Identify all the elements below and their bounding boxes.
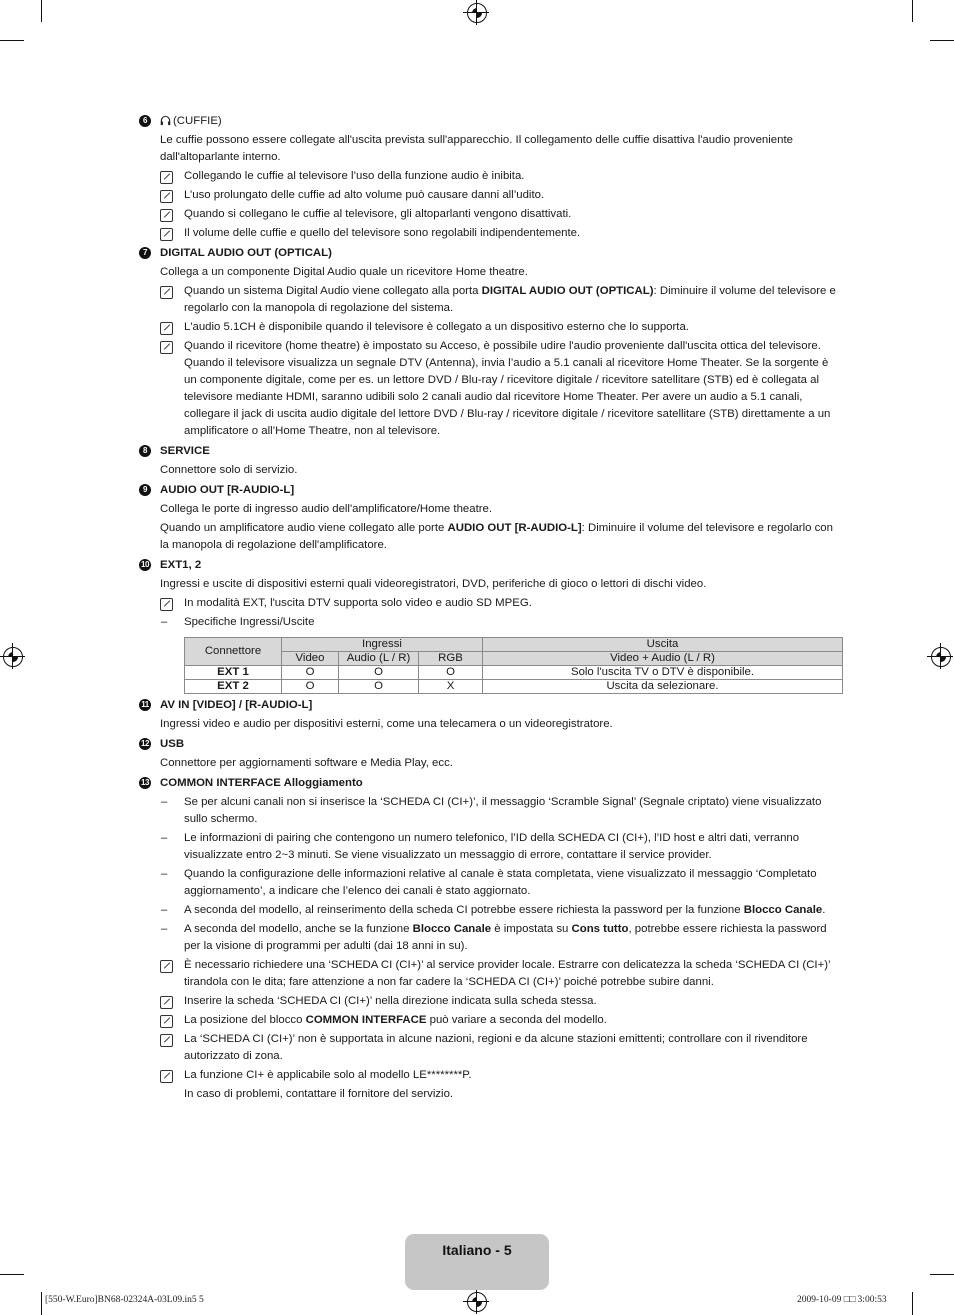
- note-text: La posizione del blocco: [184, 1014, 306, 1026]
- dash-marker: –: [161, 832, 168, 844]
- note-text: La funzione CI+ è applicabile solo al modello LE********P.: [184, 1069, 472, 1081]
- dash-item: [139, 830, 844, 864]
- note-icon: [160, 1015, 173, 1028]
- crop-mark: [930, 1274, 954, 1275]
- dash-text: A seconda del modello, al reinserimento della scheda CI potrebbe essere richiesta la password per la funzione: [184, 904, 744, 916]
- table-cell: O: [339, 680, 419, 694]
- note-item: [139, 319, 844, 336]
- note-text: Quando si collegano le cuffie al televisore, gli altoparlanti vengono disattivati.: [184, 208, 572, 220]
- table-header-cell: Video + Audio (L / R): [483, 652, 843, 666]
- note-icon: [160, 598, 173, 611]
- note-icon: [160, 228, 173, 241]
- section-number-badge: 13: [139, 777, 151, 789]
- section-title: (CUFFIE): [173, 115, 222, 127]
- dash-text: Se per alcuni canali non si inserisce la ‘SCHEDA CI (CI+)’, il messaggio ‘Scramble Signal’ (Segnale criptato) viene visualizzato sullo schermo.: [184, 796, 822, 825]
- table-cell: Solo l'uscita TV o DTV è disponibile.: [483, 666, 843, 680]
- note-text: La ‘SCHEDA CI (CI+)’ non è supportata in alcune nazioni, regioni e da alcune stazioni emittenti; controllare con il rivenditore autorizzato di zona.: [184, 1033, 808, 1062]
- page-number-tab: [405, 1234, 549, 1290]
- note-item: [139, 338, 844, 440]
- section-number-badge: 10: [139, 559, 151, 571]
- section-text: Le cuffie possono essere collegate all'uscita prevista sull'apparecchio. Il collegamento delle cuffie disattiva l'audio proveniente dall'altoparlante interno.: [160, 134, 793, 163]
- table-header-cell: Ingressi: [282, 638, 483, 652]
- section-heading: [139, 697, 844, 714]
- note-item: [139, 225, 844, 242]
- bold-text: Blocco Canale: [412, 923, 492, 935]
- section-number-badge: 9: [139, 484, 151, 496]
- section-number-badge: 6: [139, 115, 151, 127]
- table-header-row: [185, 652, 843, 666]
- table-row: [185, 680, 843, 694]
- table-cell: O: [339, 666, 419, 680]
- note-item: [139, 283, 844, 317]
- note-bold-text: DIGITAL AUDIO OUT (OPTICAL): [481, 285, 654, 297]
- note-item: [139, 168, 844, 185]
- page-number: Italiano - 5: [442, 1242, 512, 1258]
- section-title: SERVICE: [160, 445, 210, 457]
- dash-text: Le informazioni di pairing che contengono un numero telefonico, l’ID della SCHEDA CI (CI+), l’ID host e altri dati, verranno visualizzate entro 2~3 minuti. Se viene visualizzato un messaggio di errore, contattare il service provider.: [184, 832, 800, 861]
- dash-marker: –: [161, 616, 168, 628]
- crop-mark: [41, 0, 42, 22]
- note-item: [139, 595, 844, 612]
- table-cell: O: [282, 666, 339, 680]
- table-row: [185, 666, 843, 680]
- note-text: Il volume delle cuffie e quello del televisore sono regolabili indipendentemente.: [184, 227, 581, 239]
- note-text: : Diminuire il volume del televisore e regolarlo con la manopola di regolazione del sistema.: [184, 285, 836, 314]
- table-cell: EXT 2: [185, 680, 282, 694]
- section-title: COMMON INTERFACE Alloggiamento: [160, 777, 363, 789]
- table-cell: O: [282, 680, 339, 694]
- section-heading: [139, 113, 844, 130]
- dash-item: [139, 921, 844, 955]
- footer-timestamp: 2009-10-09 □□ 3:00:53: [797, 1295, 887, 1305]
- note-icon: [160, 960, 173, 973]
- dash-item: [139, 614, 844, 631]
- section-title: USB: [160, 738, 185, 750]
- note-text: In modalità EXT, l'uscita DTV supporta solo video e audio SD MPEG.: [184, 597, 532, 609]
- note-item: [139, 993, 844, 1010]
- footer-file-info: [550-W.Euro]BN68-02324A-03L09.in5 5: [45, 1295, 204, 1305]
- dash-text: .: [822, 904, 826, 916]
- note-text: Quando un sistema Digital Audio viene collegato alla porta: [184, 285, 482, 297]
- dash-text: Quando la configurazione delle informazioni relative al canale è stata completata, viene visualizzato il messaggio ‘Completato aggiornamento’, a indicare che l’elenco dei canali è stato aggiornato.: [184, 868, 817, 897]
- note-icon: [160, 209, 173, 222]
- manual-page-content: [139, 110, 844, 1103]
- section-text: Collega a un componente Digital Audio quale un ricevitore Home theatre.: [160, 266, 528, 278]
- section-heading: [139, 775, 844, 792]
- note-item: [139, 1067, 844, 1084]
- section-heading: [139, 245, 844, 262]
- dash-text: Specifiche Ingressi/Uscite: [184, 616, 315, 628]
- note-icon: [160, 996, 173, 1009]
- note-item: [139, 187, 844, 204]
- io-spec-table: [184, 637, 843, 694]
- section-text: Connettore solo di servizio.: [160, 464, 298, 476]
- note-item: [139, 1031, 844, 1065]
- table-header-cell: Audio (L / R): [339, 652, 419, 666]
- note-text: Quando il ricevitore (home theatre) è impostato su Acceso, è possibile udire l'audio proveniente dall'uscita ottica del televisore. Quando il televisore visualizza un segnale DTV (Antenna), invia l’audio a 5.1 canali al ricevitore Home Theater. Se la sorgente è un componente digitale, come per es. un lettore DVD / Blu-ray / ricevitore digitale / ricevitore satellitare (STB) ed è collegata al televisore mediante HDMI, saranno udibili solo 2 canali audio dal ricevitore Home Theater. Per avere un audio a 5.1 canali, collegare il jack di uscita audio digitale del lettore DVD / Blu-ray / ricevitore digitale / ricevitore satellitare (STB) direttamente a un amplificatore o all’Home Theatre, non al televisore.: [184, 340, 831, 437]
- table-cell: X: [419, 680, 483, 694]
- table-header-row: [185, 638, 843, 652]
- section-text: Connettore per aggiornamenti software e Media Play, ecc.: [160, 757, 453, 769]
- crop-mark: [0, 1274, 24, 1275]
- dash-text: , potrebbe essere richiesta la password per la visione di programmi per adulti (dai 18 anni in su).: [184, 923, 827, 952]
- section-title: AUDIO OUT [R-AUDIO-L]: [160, 484, 295, 496]
- bold-text: Cons tutto: [571, 923, 629, 935]
- section-title: DIGITAL AUDIO OUT (OPTICAL): [160, 247, 332, 259]
- note-icon: [160, 341, 173, 354]
- note-icon: [160, 1070, 173, 1083]
- dash-item: [139, 902, 844, 919]
- table-cell: Uscita da selezionare.: [483, 680, 843, 694]
- table-header-cell: Video: [282, 652, 339, 666]
- section-heading: [139, 482, 844, 499]
- registration-mark-icon: [467, 3, 487, 23]
- note-item: [139, 957, 844, 991]
- bold-text: Blocco Canale: [743, 904, 823, 916]
- registration-mark-icon: [3, 647, 23, 667]
- note-text: Inserire la scheda ‘SCHEDA CI (CI+)’ nella direzione indicata sulla scheda stessa.: [184, 995, 597, 1007]
- note-icon: [160, 171, 173, 184]
- note-text: In caso di problemi, contattare il fornitore del servizio.: [184, 1088, 454, 1100]
- note-icon: [160, 286, 173, 299]
- section-heading: [139, 557, 844, 574]
- section-text: [139, 520, 844, 554]
- note-item: [139, 1012, 844, 1029]
- text-run: Quando un amplificatore audio viene collegato alle porte: [160, 522, 448, 534]
- note-text: L'audio 5.1CH è disponibile quando il televisore è collegato a un dispositivo esterno che lo supporta.: [184, 321, 689, 333]
- headphones-icon: [160, 115, 171, 126]
- note-icon: [160, 1034, 173, 1047]
- note-item: [139, 206, 844, 223]
- table-cell: O: [419, 666, 483, 680]
- table-header-cell: Uscita: [483, 638, 843, 652]
- bold-text: COMMON INTERFACE: [305, 1014, 427, 1026]
- section-number-badge: 12: [139, 738, 151, 750]
- registration-mark-icon: [931, 647, 951, 667]
- note-text: può variare a seconda del modello.: [426, 1014, 607, 1026]
- dash-marker: –: [161, 904, 168, 916]
- bold-text: AUDIO OUT [R-AUDIO-L]: [447, 522, 582, 534]
- dash-marker: –: [161, 796, 168, 808]
- section-heading: [139, 443, 844, 460]
- section-number-badge: 11: [139, 699, 151, 711]
- section-title: EXT1, 2: [160, 559, 202, 571]
- section-text: Ingressi video e audio per dispositivi esterni, come una telecamera o un videoregistratore.: [160, 718, 613, 730]
- note-text: È necessario richiedere una ‘SCHEDA CI (CI+)’ al service provider locale. Estrarre con delicatezza la scheda ‘SCHEDA CI (CI+)’ tirandola con le dita; fare attenzione a non far cadere la ‘SCHEDA CI (CI+)’ poiché potrebbe subire danni.: [184, 959, 831, 988]
- dash-item: [139, 866, 844, 900]
- table-cell: EXT 1: [185, 666, 282, 680]
- dash-item: [139, 794, 844, 828]
- section-text: Ingressi e uscite di dispositivi esterni quali videoregistratori, DVD, periferiche di gioco o lettori di dischi video.: [160, 578, 707, 590]
- crop-mark: [930, 40, 954, 41]
- registration-mark-icon: [467, 1292, 487, 1312]
- note-text: L’uso prolungato delle cuffie ad alto volume può causare danni all’udito.: [184, 189, 545, 201]
- note-icon: [160, 190, 173, 203]
- dash-marker: –: [161, 923, 168, 935]
- text-run: : Diminuire il volume del televisore e regolarlo con la manopola di regolazione dell'amplificatore.: [160, 522, 833, 551]
- section-text: Collega le porte di ingresso audio dell'amplificatore/Home theatre.: [160, 503, 493, 515]
- table-header-cell: Connettore: [185, 638, 282, 666]
- table-header-cell: RGB: [419, 652, 483, 666]
- crop-mark: [912, 1292, 913, 1315]
- crop-mark: [912, 0, 913, 22]
- dash-text: è impostata su: [491, 923, 572, 935]
- section-number-badge: 7: [139, 247, 151, 259]
- crop-mark: [41, 1292, 42, 1315]
- dash-marker: –: [161, 868, 168, 880]
- crop-mark: [0, 40, 24, 41]
- section-number-badge: 8: [139, 445, 151, 457]
- dash-text: A seconda del modello, anche se la funzione: [184, 923, 413, 935]
- section-heading: [139, 736, 844, 753]
- note-continuation: [139, 1086, 844, 1103]
- note-icon: [160, 322, 173, 335]
- section-title: AV IN [VIDEO] / [R-AUDIO-L]: [160, 699, 313, 711]
- note-text: Collegando le cuffie al televisore l’uso della funzione audio è inibita.: [184, 170, 525, 182]
